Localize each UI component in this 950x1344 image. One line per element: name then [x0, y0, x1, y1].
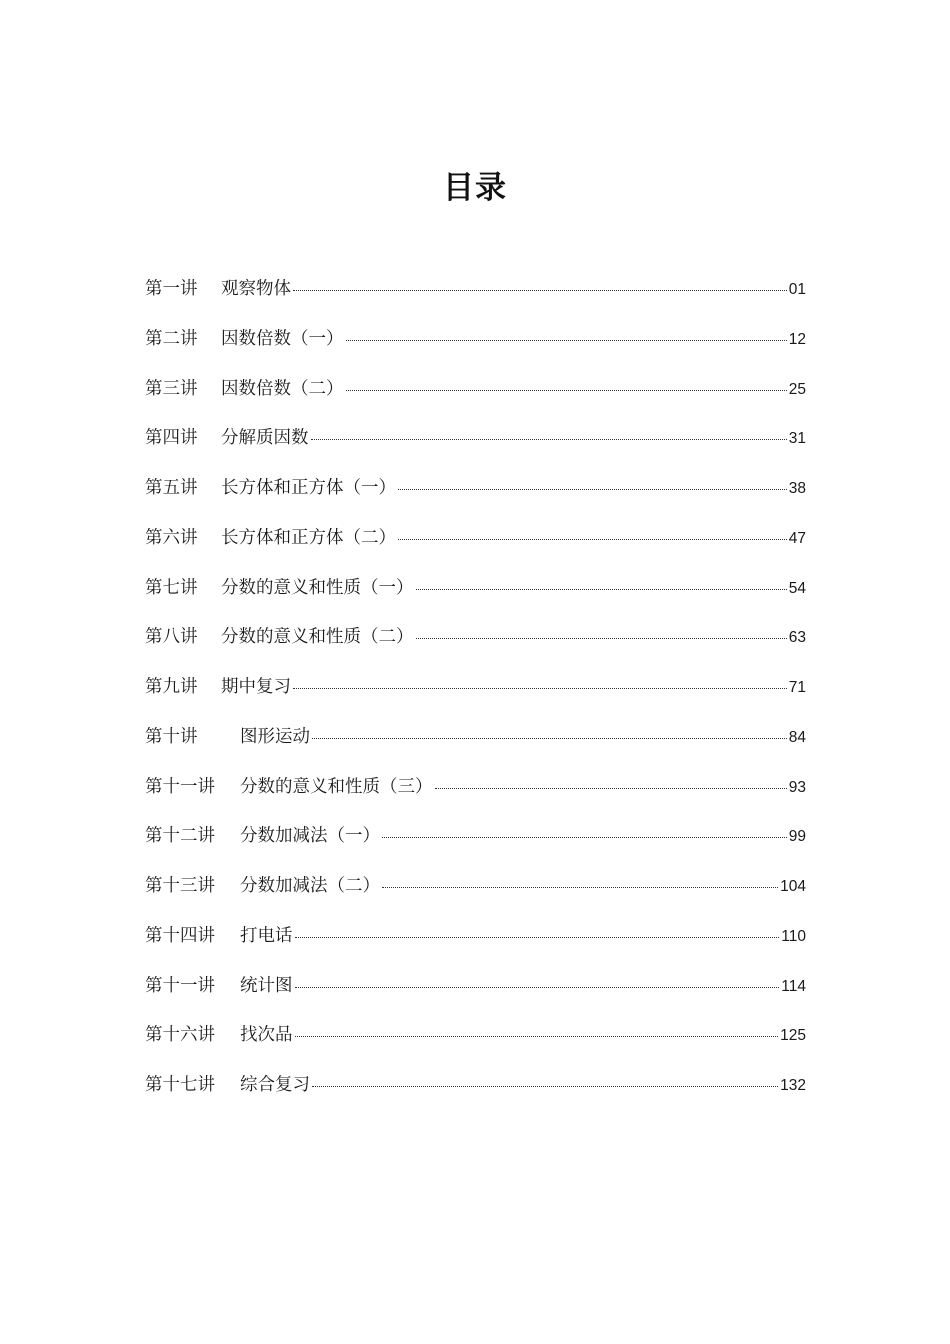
toc-page-number: 38	[788, 480, 806, 497]
toc-leader-dots	[346, 389, 787, 391]
toc-topic: 统计图	[240, 975, 293, 996]
toc-page-number: 63	[788, 629, 806, 647]
toc-page-number: 132	[780, 1077, 806, 1094]
toc-page-number: 114	[781, 977, 806, 995]
toc-lecture-label: 第十二讲	[145, 826, 215, 847]
toc-entry[interactable]	[145, 819, 806, 869]
toc-topic: 观察物体	[221, 279, 291, 299]
toc-entry[interactable]	[145, 770, 806, 820]
toc-entry[interactable]	[145, 372, 806, 422]
toc-topic: 分数加减法（二）	[240, 876, 380, 896]
toc-leader-dots	[295, 986, 780, 988]
toc-entry[interactable]	[145, 969, 806, 1019]
toc-lecture-label: 第五讲	[145, 478, 198, 498]
toc-leader-dots	[382, 886, 778, 888]
toc-topic: 图形运动	[240, 726, 310, 747]
toc-topic: 分数的意义和性质（一）	[221, 577, 414, 598]
toc-leader-dots	[382, 836, 787, 838]
toc-page-number: 71	[788, 679, 806, 696]
toc-leader-dots	[311, 438, 787, 440]
toc-lecture-label: 第十一讲	[145, 975, 215, 996]
toc-lecture-label: 第六讲	[145, 527, 198, 548]
toc-page-number: 12	[788, 330, 806, 348]
toc-title: 目录	[443, 170, 507, 206]
toc-leader-dots	[435, 787, 787, 789]
toc-leader-dots	[312, 1085, 778, 1087]
toc-topic: 长方体和正方体（二）	[221, 527, 396, 548]
toc-leader-dots	[295, 1035, 779, 1037]
toc-entry[interactable]	[145, 471, 806, 521]
toc-lecture-label: 第十讲	[145, 726, 198, 747]
toc-leader-dots	[295, 936, 780, 938]
toc-page-number: 99	[788, 828, 806, 846]
toc-lecture-label: 第十三讲	[145, 876, 215, 896]
toc-lecture-label: 第十六讲	[145, 1025, 215, 1046]
toc-lecture-label: 第二讲	[145, 328, 198, 349]
toc-entry[interactable]	[145, 869, 806, 919]
toc-topic: 分解质因数	[221, 428, 309, 449]
toc-entry[interactable]	[145, 521, 806, 571]
toc-leader-dots	[416, 637, 787, 639]
toc-entry[interactable]	[145, 421, 806, 471]
toc-lecture-label: 第九讲	[145, 677, 198, 697]
toc-leader-dots	[398, 488, 787, 490]
toc-topic: 分数加减法（一）	[240, 826, 380, 847]
toc-leader-dots	[416, 588, 787, 590]
toc-leader-dots	[346, 339, 787, 341]
toc-lecture-label: 第十一讲	[145, 776, 215, 797]
toc-page-number: 104	[780, 878, 806, 895]
toc-topic: 因数倍数（一）	[221, 328, 344, 349]
toc-lecture-label: 第十四讲	[145, 925, 215, 946]
toc-page-number: 54	[788, 579, 806, 597]
toc-topic: 综合复习	[240, 1075, 310, 1095]
toc-leader-dots	[398, 538, 787, 540]
toc-lecture-label: 第七讲	[145, 577, 198, 598]
toc-entry[interactable]	[145, 919, 806, 969]
toc-entry[interactable]	[145, 720, 806, 770]
toc-entry[interactable]	[145, 571, 806, 621]
toc-lecture-label: 第三讲	[145, 378, 198, 399]
toc-entry[interactable]	[145, 272, 806, 322]
toc-page-number: 93	[788, 778, 806, 796]
toc-entry[interactable]	[145, 1068, 806, 1118]
toc-topic: 找次品	[240, 1025, 293, 1046]
toc-page-number: 110	[781, 927, 806, 945]
toc-leader-dots	[293, 687, 787, 689]
toc-lecture-label: 第八讲	[145, 627, 198, 648]
toc-topic: 长方体和正方体（一）	[221, 478, 396, 498]
toc-page-number: 125	[780, 1027, 806, 1045]
toc-entry[interactable]	[145, 620, 806, 670]
toc-topic: 因数倍数（二）	[221, 378, 344, 399]
toc-lecture-label: 第十七讲	[145, 1075, 215, 1095]
toc-lecture-label: 第一讲	[145, 279, 198, 299]
toc-topic: 分数的意义和性质（三）	[240, 776, 433, 797]
toc-page-number: 84	[788, 728, 806, 746]
toc-topic: 打电话	[240, 925, 293, 946]
toc-lecture-label: 第四讲	[145, 428, 198, 449]
toc-page-number: 01	[788, 281, 806, 298]
toc-page-number: 25	[788, 380, 806, 398]
toc-topic: 分数的意义和性质（二）	[221, 627, 414, 648]
toc-leader-dots	[293, 289, 787, 291]
toc-entry[interactable]	[145, 670, 806, 720]
toc-page-number: 47	[788, 529, 806, 547]
toc-list	[145, 272, 806, 1118]
toc-entry[interactable]	[145, 322, 806, 372]
toc-page-number: 31	[788, 430, 806, 448]
toc-entry[interactable]	[145, 1018, 806, 1068]
toc-topic: 期中复习	[221, 677, 291, 697]
toc-leader-dots	[312, 737, 787, 739]
